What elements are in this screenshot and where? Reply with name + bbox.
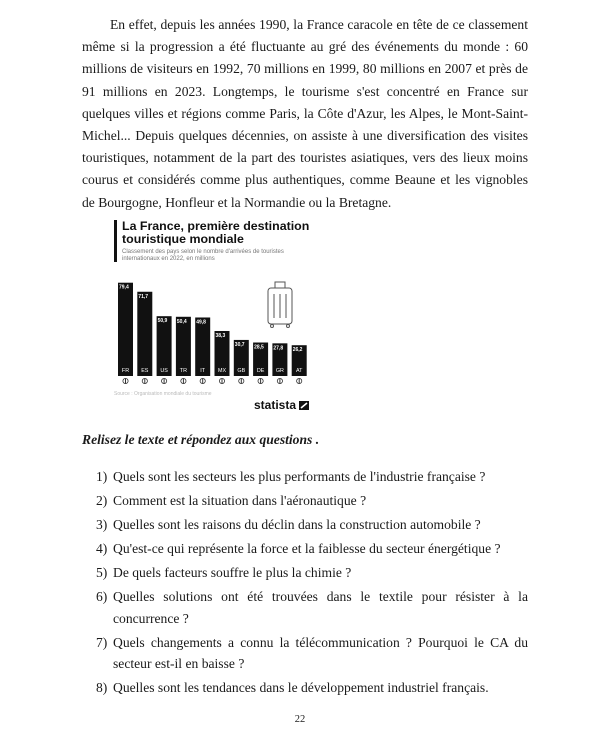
statista-mark-icon <box>299 401 309 410</box>
question-item <box>96 490 528 512</box>
bar-category-label: GB <box>237 368 246 374</box>
question-item <box>96 562 528 584</box>
question-text: Quelles sont les raisons du déclin dans la construction automobile ? <box>113 516 481 532</box>
bar-category-label: TR <box>179 368 187 374</box>
bar-category-label: GR <box>275 368 284 374</box>
bar-category-label: AT <box>295 368 303 374</box>
bar-category-label: DE <box>256 368 265 374</box>
bar-category-label: FR <box>121 368 130 374</box>
brand-name: statista <box>254 398 297 412</box>
question-number: 6) <box>96 588 108 604</box>
question-text: Quels changements a connu la télécommunication ? Pourquoi le CA du secteur est-il en baisse ? <box>113 634 528 672</box>
tourism-bar-chart <box>114 218 344 416</box>
instructions-heading: Relisez le texte et répondez aux questions . <box>82 432 320 447</box>
bar-value-label: 28,5 <box>254 344 264 351</box>
bar-value-label: 30,7 <box>234 341 245 348</box>
bar-category-label: MX <box>217 368 227 374</box>
chart-subtitle: Classement des pays selon le nombre d'arrivées de touristes internationaux en 2022, en millions <box>122 249 284 262</box>
suitcase-icon <box>268 282 292 328</box>
bar-value-label: 38,3 <box>215 332 226 339</box>
question-number: 5) <box>96 564 108 580</box>
question-text: Quels sont les secteurs les plus performants de l'industrie française ? <box>113 469 486 484</box>
question-number: 8) <box>96 680 108 696</box>
bar-value-label: 79,4 <box>119 284 129 291</box>
statista-logo <box>254 398 309 412</box>
question-list <box>96 466 528 701</box>
bar-category-label: US <box>160 368 168 374</box>
question-number: 4) <box>96 540 108 556</box>
bar-fr <box>118 283 133 376</box>
question-number: 2) <box>96 492 108 508</box>
question-text: Quelles sont les tendances dans le développement industriel français. <box>113 680 489 696</box>
bar-es <box>137 292 152 376</box>
question-item <box>96 632 528 675</box>
question-number: 3) <box>96 516 108 532</box>
question-number: 7) <box>96 634 108 650</box>
bar-value-label: 26,2 <box>292 347 303 354</box>
question-item <box>96 586 528 629</box>
question-number: 1) <box>96 469 108 484</box>
question-item <box>96 466 528 488</box>
bar-value-label: 71,7 <box>138 293 149 300</box>
bar-category-label: ES <box>141 368 149 374</box>
bar-value-label: 49,8 <box>196 319 206 326</box>
page-number: 22 <box>294 714 306 725</box>
question-item <box>96 677 528 699</box>
question-item <box>96 514 528 536</box>
question-text: De quels facteurs souffre le plus la chimie ? <box>113 564 352 580</box>
bar-value-label: 50,9 <box>157 318 168 325</box>
question-text: Qu'est-ce qui représente la force et la faiblesse du secteur énergétique ? <box>113 540 501 556</box>
bar-value-label: 50,4 <box>176 318 187 325</box>
chart-title: La France, première destination touristique mondiale <box>122 219 310 246</box>
bar-category-label: IT <box>200 368 206 374</box>
bar-value-label: 27,8 <box>273 345 284 352</box>
question-text: Quelles solutions ont été trouvées dans le textile pour résister à la concurrence ? <box>113 588 528 626</box>
chart-source: Source : Organisation mondiale du tourisme <box>114 391 212 397</box>
chart-plot <box>114 218 344 416</box>
question-text: Comment est la situation dans l'aéronautique ? <box>113 492 367 508</box>
question-item <box>96 538 528 560</box>
body-paragraph: En effet, depuis les années 1990, la France caracole en tête de ce classement même si la progression a été fluctuante au gré des événements du monde : 60 millions de visiteurs en 1992, 70 millions en 1999, 80 millions en 2007 et près de 91 millions en 2023. Longtemps, le tourisme s'est concentré en France sur quelques villes et régions comme Paris, la Côte d'Azur, les Alpes, le Mont-Saint-Michel... Depuis quelques décennies, on assiste à une diversification des visites touristiques, notamment de la part des touristes asiatiques, vers des lieux moins courus et considérés comme plus authentiques, comme Beaune et les vignobles de Bourgogne, Honfleur et la Normandie ou la Bretagne. <box>82 17 528 210</box>
